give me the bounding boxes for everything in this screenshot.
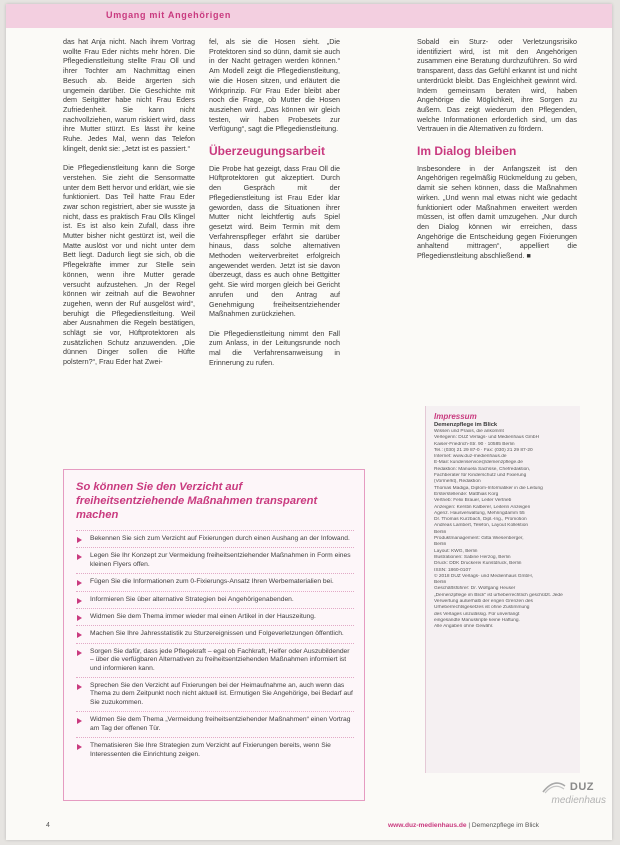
impressum-line: Berlin (434, 529, 447, 535)
logo-arc-icon (542, 780, 566, 794)
triangle-bullet-icon (77, 598, 82, 604)
footer-url[interactable]: www.duz-medienhaus.de (388, 822, 467, 829)
impressum-subtitle: Demenzpflege im Blick (434, 422, 498, 428)
impressum-line: E-Mail: kundenservice@demenzpflege.de (434, 460, 523, 466)
impressum-line: des Verlages unzulässig. Für unverlangt (434, 611, 520, 617)
impressum-title: Impressum (434, 412, 477, 421)
paragraph: Sobald ein Sturz- oder Verletzungsrisiko identifiziert wird, ist mit den Angehörigen zusammen eine Beratung durchzuführen. So wird transparent, dass das Gefühl erkannt ist und nicht unterdrückt bleibt. Das Engleichheit gewinnt wird. Indem gemeinsam beraten wird, haben Angehörige die Möglichkeit, ihre Sorgen zu äußern. Das zeigt wiederum den Pflegenden, welche Informationen erforderlich sind, um das Vertrauen in die Alternativen zu fördern. (417, 37, 577, 134)
logo-brand: DUZ (569, 781, 594, 793)
triangle-bullet-icon (77, 744, 82, 750)
impressum-line: (Vormerkt), Redaktion (434, 479, 481, 485)
impressum-line: Layout: KWG, Berlin (434, 548, 478, 554)
list-item (76, 530, 354, 547)
triangle-bullet-icon (77, 632, 82, 638)
impressum-line: Redaktion: Manuela Sachsse, Chefredaktion, (434, 466, 531, 472)
impressum-line: Illustrationen: Sabine Herzog, Berlin (434, 554, 511, 560)
list-item (76, 625, 354, 642)
impressum-line: Dr. Thomas Kurzbach, Dipl.-Ing., Promotion (434, 517, 527, 523)
impressum-line: Berlin (434, 580, 447, 586)
list-item-text: Bekennen Sie sich zum Verzicht auf Fixierungen durch einen Aushang an der Infowand. (90, 535, 350, 542)
impressum-line: „Demenzpflege im Blick“ ist urheberrechtlich geschützt. Jede (434, 592, 563, 598)
list-item-text: Informieren Sie über alternative Strategien bei Angehörigenabenden. (90, 595, 294, 603)
column-3 (417, 37, 577, 270)
impressum-line: Thomas Madiga, Diplom-Informatiker in die Leitung (434, 485, 543, 491)
list-item (76, 547, 354, 573)
triangle-bullet-icon (77, 554, 82, 560)
list-item (76, 711, 354, 737)
list-item (76, 591, 354, 608)
column-2 (209, 37, 340, 377)
impressum-line: Geschäftsführer: Dr. Wolfgang Heuser (434, 586, 516, 592)
list-item (76, 608, 354, 625)
impressum-line: Druck: DDK Druckerei Kunstdruck, Berlin (434, 561, 522, 567)
triangle-bullet-icon (77, 684, 82, 690)
impressum-line: Wissen und Praxis, die ankommt (434, 429, 504, 434)
footer-publication: | Demenzpflege im Blick (468, 822, 539, 829)
impressum-line: Kaiser-Friedrich-Str. 90 · 10585 Berlin (434, 441, 515, 447)
triangle-bullet-icon (77, 718, 82, 724)
duz-logo (542, 778, 606, 812)
section-title: Umgang mit Angehörigen (106, 10, 232, 20)
impressum-line: Anzeigen: Kerstin Kalberer, Leiterin Anzeigen (434, 504, 531, 510)
paragraph: Die Pflegedienstleitung kann die Sorge verstehen. Sie zieht die Sensormatte unter dem Bett hervor und erklärt, wie sie funktioniert. Das Teil hatte Frau Eder zwar schon registriert, aber sie wusste ja nicht, dass es praktisch Frau Olls Klingel ist. Es ist also kein Zufall, dass ihre Mutter bisher nicht gestürzt ist, weil die Matte auslöst vor und nicht unter dem Bett liegt. Dadurch liegt sie sich, ob die Pflegekräfte immer zur Stelle sein können, wenn ihre Mutter gerade versucht aufzustehen. „In der Regel können wir zeitnah auf die Bewohner zugehen, wenn der Ruf ausgelöst wird“, beruhigt die Pflegedienstleitung. Weil aber Ausnahmen die Regeln bestätigen, schlägt sie vor, Hüftprotektoren als zusätzlichen Schutz anzuwenden. „Die dünnen Dinger sollen die Hüfte polstern?“, Frau Eder hat Zwei- (63, 163, 195, 367)
paragraph: das hat Anja nicht. Nach ihrem Vortrag wollte Frau Eder nichts mehr hören. Die Pflegedienstleitung stellte Frau Oll und ihrer Tochter am Nachmittag einen Besuch ab. Beide ärgerten sich ungemein darüber. Die Geschichte mit dem Seitgitter habe nicht Frau Eders Zufriedenheit. Sie kann nicht nachvollziehen, warum riskiert wird, dass ihre Mutter stürzt. Es lässt ihr keine Ruhe. Jedes Mal, wenn das Telefon klingelt, denkt sie: „Jetzt ist es passiert.“ (63, 37, 195, 153)
impressum-line: Produktmanagement: Gitta Wiesenberger, (434, 536, 524, 542)
list-item (76, 643, 354, 677)
impressum-line: Andreas Lambert, Telefon, Layout Kollektion (434, 523, 529, 529)
impressum-line: Internet: www.duz-medienhaus.de (434, 454, 507, 460)
impressum-line: Verwertung außerhalb der engen Grenzen des (434, 599, 533, 605)
impressum-line: Verlegerin: DUZ Verlags- und Medienhaus GmbH (434, 435, 540, 441)
impressum-line: Fachberater für Kinderschutz und Fixierung (434, 473, 527, 479)
list-item (76, 677, 354, 711)
list-item-text: Sorgen Sie dafür, dass jede Pflegekraft – egal ob Fachkraft, Helfer oder Auszubildender – über die verfügbaren Alternativen zu freiheitsentziehenden Maßnahmen informiert ist und informieren kann. (90, 647, 350, 672)
info-box-title: So können Sie den Verzicht auf freiheitsentziehende Maßnahmen transparent machen (76, 481, 318, 521)
triangle-bullet-icon (77, 615, 82, 621)
footer (388, 822, 539, 829)
impressum-line: Urheberrechtsgesetzes ist ohne Zustimmung (434, 605, 530, 611)
page-number: 4 (46, 822, 50, 829)
heading-ueberzeugungsarbeit: Überzeugungsarbeit (209, 143, 326, 158)
column-1 (63, 37, 195, 377)
list-item-text: Sprechen Sie den Verzicht auf Fixierungen bei der Heimaufnahme an, auch wenn das Thema zu dem Zeitpunkt noch nicht aktuell ist. Ermutigen Sie Angehörige, bei Bedarf auf Sie zuzukommen. (90, 682, 353, 706)
triangle-bullet-icon (77, 537, 82, 543)
impressum-line: eingesandte Manuskripte keine Haftung. (434, 617, 520, 623)
triangle-bullet-icon (77, 650, 82, 656)
impressum-box (425, 406, 580, 773)
impressum-line: Alle Angaben ohne Gewähr. (434, 624, 494, 630)
list-item-text: Legen Sie Ihr Konzept zur Vermeidung freiheitsentziehender Maßnahmen in Form eines kleinen Flyers offen. (90, 552, 351, 568)
impressum-line: Tel.: (030) 21 29 87-0 · Fax: (030) 21 29 87-20 (434, 447, 533, 453)
impressum-line: © 2018 DUZ Verlags- und Medienhaus GmbH, (434, 573, 533, 579)
impressum-line: Ersterstellende: Matthias Korg (434, 491, 499, 497)
heading-im-dialog-bleiben: Im Dialog bleiben (417, 143, 517, 158)
impressum-line: Agenz. Hausverwaltung, Mehringdamm 55 (434, 510, 525, 516)
header-band (6, 4, 612, 28)
impressum-line: ISSN: 1860-0107 (434, 567, 471, 573)
impressum-body (434, 429, 572, 631)
list-item-text: Widmen Sie dem Thema immer wieder mal einen Artikel in der Hauszeitung. (90, 613, 316, 621)
paragraph: Die Pflegedienstleitung nimmt den Fall zum Anlass, in der Leitungsrunde noch mal die Verfahrensanweisung in Erinnerung zu rufen. (209, 328, 340, 367)
paragraph: fel, als sie die Hosen sieht. „Die Protektoren sind so dünn, damit sie auch in der Nacht getragen werden können.“ Am Modell zeigt die Pflegedienstleitung, wie die Hosen sitzen, und erläutert die Wirkprinzip. Für Frau Eder bleibt aber noch die Frage, ob Mutter die Hosen ausziehen wird. „Das können wir gleich testen, wir haben Probesets zur Verfügung“, sagt die Pflegedienstleitung. (209, 37, 340, 134)
list-item-text: Machen Sie Ihre Jahresstatistik zu Sturzereignissen und Folgeverletzungen öffentlich. (90, 630, 344, 638)
list-item (76, 737, 354, 763)
paragraph: Die Probe hat gezeigt, dass Frau Oll die Hüftprotektoren gut akzeptiert. Durch den Gespräch mit der Pflegedienstleitung ist Frau Eder klar geworden, dass die Situationen ihrer Mutter nicht leichtfertig aufs Spiel gesetzt wird. Beim Termin mit dem Verfahrenspfleger erfährt sie darüber hinaus, dass solche alternativen Methoden weiterverbreitet erfolgreich angewendet werden. Jetzt ist sie davon überzeugt, dass es auch ohne Bettgitter geht. Sie wird morgen gleich bei Gericht anrufen und den Antrag auf Genehmigung freiheitsentziehender Maßnahmen zurückziehen. (209, 163, 340, 319)
info-box (63, 469, 365, 801)
list-item (76, 573, 354, 590)
page (6, 4, 612, 840)
list-item-text: Thematisieren Sie Ihre Strategien zum Verzicht auf Fixierungen bereits, wenn Sie Interessenten die Einrichtung zeigen. (90, 742, 331, 758)
impressum-line: Berlin (434, 542, 447, 548)
list-item-text: Fügen Sie die Informationen zum 0-Fixierungs-Ansatz Ihren Werbematerialien bei. (90, 578, 334, 586)
list-item-text: Widmen Sie dem Thema „Vermeidung freiheitsentziehender Maßnahmen“ einen Vortrag am Tag der offenen Tür. (90, 716, 351, 732)
triangle-bullet-icon (77, 580, 82, 586)
logo-sub: medienhaus (551, 795, 606, 806)
impressum-line: Vertrieb: Felix Brauer, Leiter Vertrieb (434, 498, 512, 504)
paragraph: Insbesondere in der Anfangszeit ist den Angehörigen regelmäßig Rückmeldung zu geben, damit sie sehen können, dass die Maßnahmen wirken. „Und wenn mal etwas nicht wie gedacht funktioniert oder Maßnahmen erweitert werden müssen, ist offen damit umzugehen. „Nur durch den Dialog können wir erreichen, dass Angehörige die Entscheidung gegen Fixierungen anhaltend mittragen“, appelliert die Pflegedienstleitung abschließend. ■ (417, 163, 577, 261)
